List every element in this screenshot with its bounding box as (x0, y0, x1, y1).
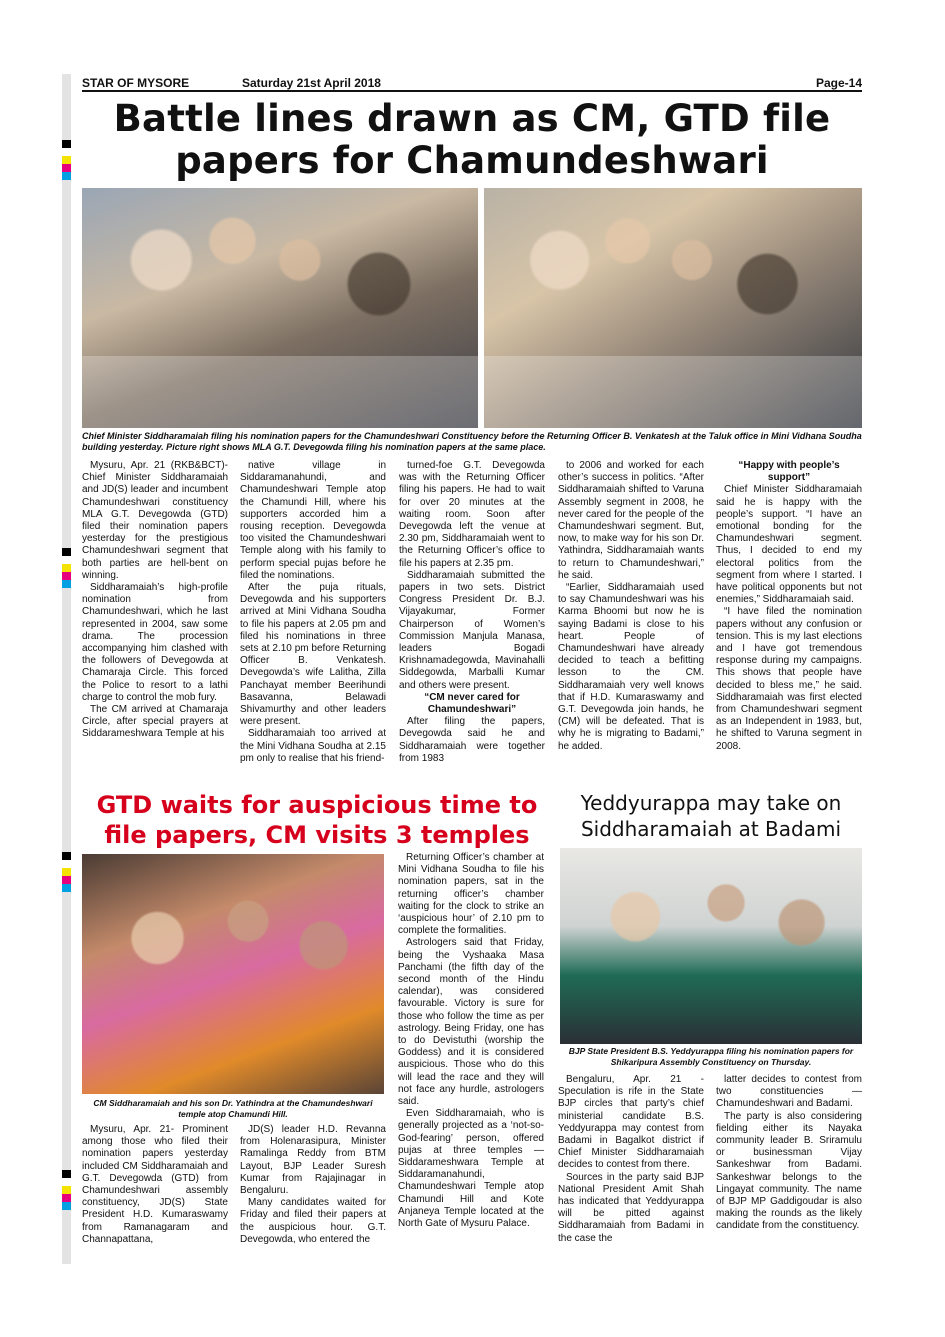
paragraph: Siddharamaiah’s high-profile nomination from Chamundeshwari, which he last represented in 2004, saw some drama. The procession accompanying him clashed with the followers of Devegowda at Chamaraja Circle. This forced the Police to resort to a lathi charge to control the mob fury. (82, 582, 228, 703)
temple-photo-caption: CM Siddharamaiah and his son Dr. Yathindra at the Chamundeshwari temple atop Chamundi Hill. (93, 1098, 373, 1119)
story2-column-b (82, 1124, 228, 1246)
paragraph: Bengaluru, Apr. 21 - Speculation is rife in the State BJP circles that party’s chief ministerial candidate B.S. Yeddyurappa may contest from Badami in Bagalkot district if Chief Minister Siddharamaiah decides to contest from there. (558, 1074, 704, 1171)
paragraph: Even Siddharamaiah, who is generally projected as a ‘not-so-God-fearing’ person, offered pujas at three temples — Siddarameshwara Temple at Siddaramanahundi, Chamundeshwari Temple atop Chamundi Hill and Kote Anjaneya Temple located at the North Gate of Mysuru Palace. (398, 1108, 544, 1230)
paragraph: The CM arrived at Chamaraja Circle, after special prayers at Siddarameshwara Temple at his (82, 704, 228, 740)
story2-headline (82, 790, 552, 850)
paragraph: “Earlier, Siddharamaiah used to say Chamundeshwari was his Karma Bhoomi but now he is saying Badami is close to his heart. People of Chamundeshwari have already decided to teach a befitting lesson to the CM. Siddharamaiah very well knows that if H.D. Kumaraswamy and G.T. Devegowda join hands, he (CM) will be defeated. That is why he is migrating to Badami,” he added. (558, 582, 704, 752)
story2-column-c (240, 1124, 386, 1246)
story3-headline (560, 790, 862, 842)
photo-cm-filing-nomination (82, 188, 478, 428)
lead-story-column-4 (558, 460, 704, 753)
lead-story-column-3 (399, 460, 545, 765)
lead-story-column-5 (716, 460, 862, 753)
story3-column-a (558, 1074, 704, 1245)
story3-column-b (716, 1074, 862, 1233)
main-headline-line2: papers for Chamundeshwari (175, 139, 769, 182)
paragraph: Siddharamaiah too arrived at the Mini Vidhana Soudha at 2.15 pm only to realise that his friend- (240, 728, 386, 764)
story2-column-a (398, 852, 544, 1230)
paragraph: “I have filed the nomination papers without any confusion or tension. This is my last elections and I have got tremendous response during my campaigns. This shows that people have decided to bless me,” he said. Siddharamaiah was first elected from Chamundeshwari segment as an Independent in 1983, but, he shifted to Varuna segment in 2008. (716, 606, 862, 752)
lead-photo-caption: Chief Minister Siddharamaiah filing his nomination papers for the Chamundeshwari Constituency before the Returning Officer B. Venkatesh at the Taluk office in Mini Vidhana Soudha building yesterday. Picture right shows MLA G.T. Devegowda filing his nomination papers at the same place. (82, 431, 862, 452)
paper-name: STAR OF MYSORE (82, 76, 190, 90)
story3-headline-line1: Yeddyurappa may take on (580, 791, 842, 815)
lead-story-column-1 (82, 460, 228, 741)
paragraph: Siddharamaiah submitted the papers in two sets. District Congress President Dr. B.J. Vijayakumar, Former Chairperson of Women’s Commission Manjula Manasa, leaders Bogadi Krishnamadegowda, Mavinahalli Siddegowda, Marballi Kumar and others were present. (399, 569, 545, 691)
lead-photos (82, 188, 862, 428)
paragraph: Astrologers said that Friday, being the Vyshaaka Masa Panchami (the fifth day of the second month of the Hindu calendar), was considered favourable. Victory is sure for those who follow the time as per astrology. Being Friday, one has to do Devistuthi (worship the Goddess) and it is considered auspicious. Those who do this will lead the race and they will not face any hurdle, astrologers said. (398, 937, 544, 1108)
page-number: Page-14 (815, 76, 862, 90)
yeddyurappa-photo-caption: BJP State President B.S. Yeddyurappa filing his nomination papers for Shikaripura Assembly Constituency on Thursday. (568, 1046, 854, 1067)
paragraph: Many candidates waited for Friday and filed their papers at the auspicious hour. G.T. Devegowda, who entered the (240, 1197, 386, 1245)
main-headline (82, 98, 862, 182)
newspaper-page (82, 74, 862, 1245)
photo-yeddyurappa-filing (560, 848, 862, 1044)
story2-headline-line1: GTD waits for auspicious time to (96, 791, 538, 819)
paragraph: native village in Siddaramanahundi, and Chamundeshwari Temple atop the Chamundi Hill, where his supporters accorded him a rousing reception. Devegowda too visited the Chamundeshwari Temple along with his family to perform special pujas before he filed the nominations. (240, 460, 386, 581)
story2-headline-line2: file papers, CM visits 3 temples (104, 821, 530, 849)
color-registration-mark (62, 548, 71, 588)
paragraph: to 2006 and worked for each other’s success in politics. “After Siddharamaiah shifted to Varuna Assembly segment in 2008, he never cared for the people of the Chamundeshwari segment. But, now, to make way for his son Dr. Yathindra, Siddharamaiah wants to return to Chamundeshwari,” he said. (558, 460, 704, 581)
paragraph: Chief Minister Siddharamaiah said he is happy with the people’s support. “I have an emotional bonding for the Chamundeshwari segment. Thus, I decided to end my electoral politics from the segment from where I started. I have political opponents but not enemies,” Siddharamaiah said. (716, 484, 862, 606)
color-registration-mark (62, 140, 71, 180)
paragraph: After filing the papers, Devegowda said he and Siddharamaiah were together from 1983 (399, 716, 545, 764)
paragraph: latter decides to contest from two constituencies — Chamundeshwari and Badami. (716, 1074, 862, 1110)
photo-cm-at-temple (82, 854, 384, 1094)
margin-bar (62, 74, 71, 1264)
paragraph: The party is also considering fielding either its Nayaka community leader B. Sriramulu or businessman Vijay Sankeshwar from Badami. Sankeshwar belongs to the Lingayat community. The name of BJP MP Gaddigoudar is also making the rounds as the likely candidate from the constituency. (716, 1110, 862, 1232)
lead-story (82, 460, 862, 790)
subheading: “CM never cared for Chamundeshwari” (424, 691, 520, 716)
paragraph: Returning Officer’s chamber at Mini Vidhana Soudha to file his nomination papers, sat in the returning officer’s chamber waiting for the clock to strike an ‘auspicious hour’ of 2.10 pm to complete the formalities. (398, 852, 544, 937)
paragraph: turned-foe G.T. Devegowda was with the Returning Officer filing his papers. He had to wait for over 20 minutes at the waiting room. Soon after Devegowda left the venue at 2.30 pm, Siddharamaiah went to the Returning Officer’s office to file his papers at 2.35 pm. (399, 460, 545, 569)
lead-story-column-2 (240, 460, 386, 765)
masthead (82, 74, 862, 92)
story3-headline-line2: Siddharamaiah at Badami (580, 817, 842, 841)
paragraph: After the puja rituals, Devegowda and his supporters arrived at Mini Vidhana Soudha to file his papers at 2.05 pm and filed his nominations in three sets at 2.10 pm before Returning Officer B. Venkatesh. Devegowda’s wife Lalitha, Zilla Panchayat member Beerihundi Basavanna, Belawadi Shivamurthy and other leaders were present. (240, 582, 386, 728)
subheading: “Happy with people’s support” (738, 460, 840, 484)
paragraph: Mysuru, Apr. 21- Prominent among those who filed their nomination papers yesterday included CM Siddharamaiah and G.T. Devegowda (GTD) from Chamundeshwari assembly constituency, JD(S) State President H.D. Kumaraswamy from Ramanagaram and Channapattana, (82, 1124, 228, 1245)
color-registration-mark (62, 1170, 71, 1210)
issue-date: Saturday 21st April 2018 (242, 76, 381, 90)
paragraph: JD(S) leader H.D. Revanna from Holenarasipura, Minister Ramalinga Reddy from BTM Layout, BJP Leader Suresh Kumar from Rajajinagar in Bengaluru. (240, 1124, 386, 1197)
paragraph: Mysuru, Apr. 21 (RKB&BCT)- Chief Minister Siddharamaiah and JD(S) leader and incumbent Chamundeshwari constituency MLA G.T. Devegowda (GTD) filed their nomination papers yesterday for the prestigious Chamundeshwari segment that both parties are hell-bent on winning. (82, 460, 228, 581)
paragraph: Sources in the party said BJP National President Amit Shah has indicated that Yeddyurappa will be pitted against Siddharamaiah from Badami in the case the (558, 1171, 704, 1244)
photo-gtd-filing-nomination (484, 188, 862, 428)
main-headline-line1: Battle lines drawn as CM, GTD file (113, 97, 831, 140)
color-registration-mark (62, 852, 71, 892)
